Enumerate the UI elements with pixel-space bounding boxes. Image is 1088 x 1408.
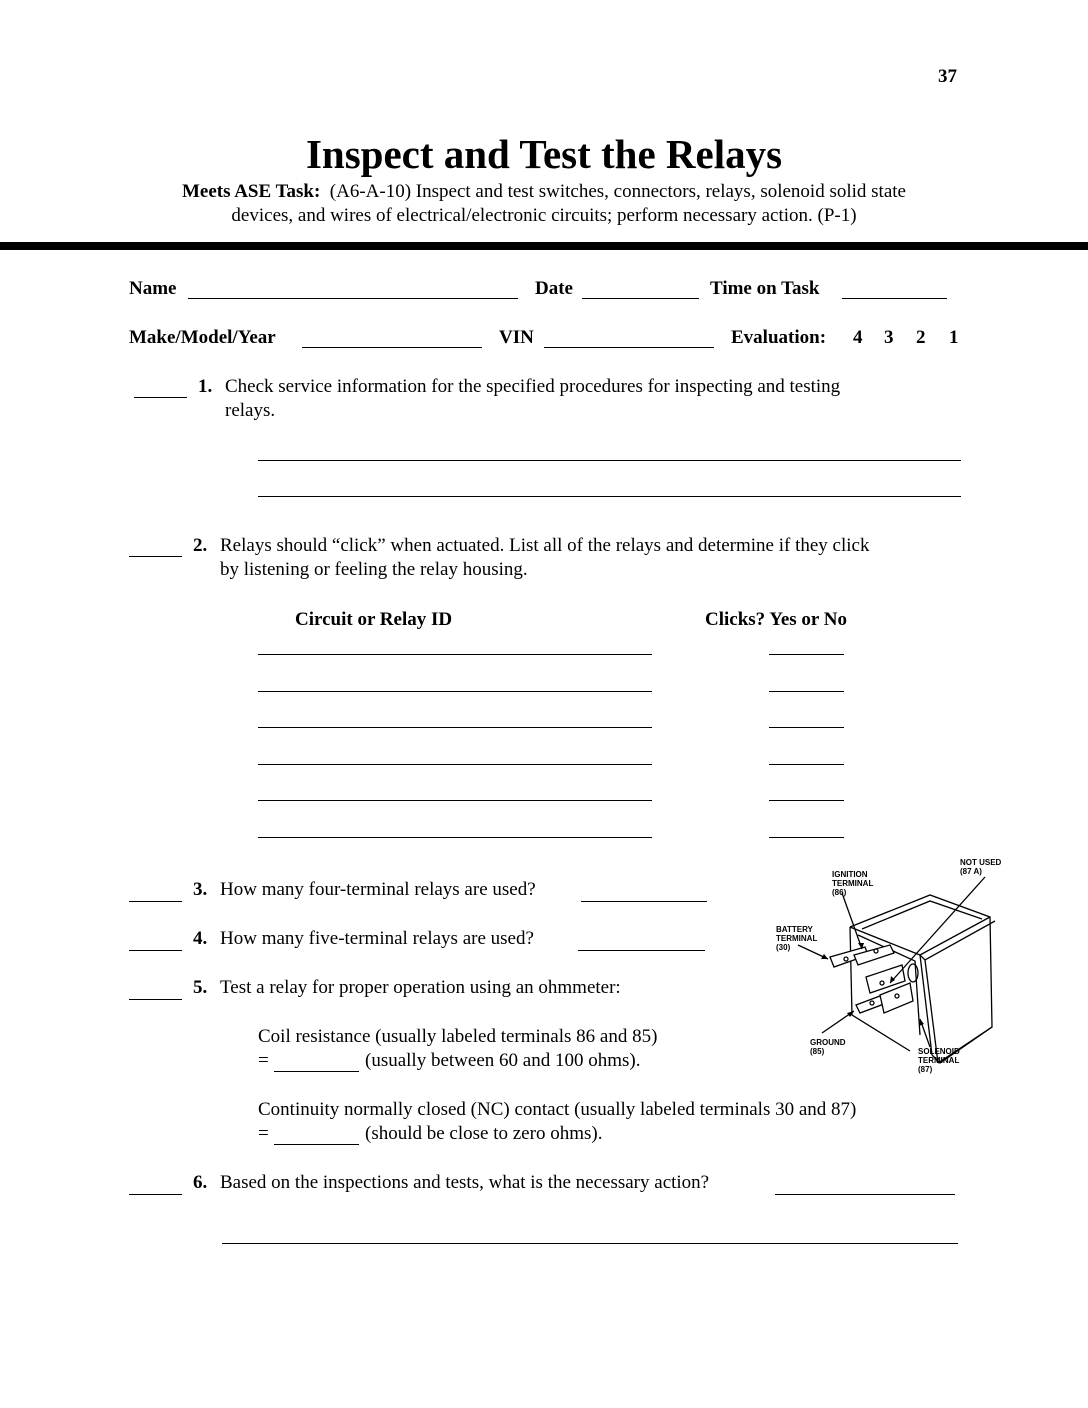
clicks-column-header: Clicks? Yes or No [705,609,847,630]
relay-id-field[interactable] [258,837,652,838]
label-battery-terminal [776,925,817,952]
label-not-used-line2: (87 A) [960,867,982,876]
relay-id-field[interactable] [258,691,652,692]
coil-resistance-field[interactable] [274,1071,359,1072]
item-1-answer-line-2[interactable] [258,496,961,497]
item-6-answer-line-2[interactable] [222,1243,958,1244]
item-2-line2: by listening or feeling the relay housing. [220,559,528,580]
name-field[interactable] [188,298,518,299]
relay-id-field[interactable] [258,654,652,655]
clicks-yes-no-field[interactable] [769,691,844,692]
label-ground-line2: (85) [810,1047,825,1056]
time-on-task-label: Time on Task [710,278,820,299]
label-battery-line3: (30) [776,943,791,952]
item-2-check-blank[interactable] [129,556,182,557]
label-battery-line2: TERMINAL [776,934,818,943]
label-not-used [960,858,1001,876]
relay-diagram [770,855,1020,1080]
item-6-check-blank[interactable] [129,1194,182,1195]
item-6-answer-field[interactable] [775,1194,955,1195]
page-title: Inspect and Test the Relays [305,131,783,177]
clicks-yes-no-field[interactable] [769,837,844,838]
item-5-text: Test a relay for proper operation using an ohmmeter: [220,977,621,998]
name-label: Name [129,278,177,299]
relay-illustration [770,855,1020,1080]
vin-field[interactable] [544,347,714,348]
label-ignition-line1: IGNITION [832,870,868,879]
continuity-line1: Continuity normally closed (NC) contact (usually labeled terminals 30 and 87) [258,1099,857,1120]
item-6-number: 6. [193,1172,208,1193]
evaluation-score-2[interactable]: 2 [916,327,926,348]
label-ignition-terminal [832,870,873,897]
item-5-number: 5. [193,977,208,998]
coil-resistance-equals: = [258,1050,269,1071]
clicks-yes-no-field[interactable] [769,800,844,801]
coil-resistance-line1: Coil resistance (usually labeled terminals 86 and 85) [258,1026,658,1047]
relay-id-column-header: Circuit or Relay ID [295,609,453,630]
item-2-line1: Relays should “click” when actuated. List all of the relays and determine if they click [220,535,870,556]
evaluation-score-3[interactable]: 3 [884,327,894,348]
evaluation-score-4[interactable]: 4 [853,327,863,348]
make-model-year-field[interactable] [302,347,482,348]
clicks-yes-no-field[interactable] [769,654,844,655]
ase-task-description [100,180,988,228]
label-solenoid-terminal [918,1047,960,1074]
continuity-equals: = [258,1123,269,1144]
clicks-yes-no-field[interactable] [769,727,844,728]
item-3-number: 3. [193,879,208,900]
label-ignition-line2: TERMINAL [832,879,874,888]
item-4-number: 4. [193,928,208,949]
label-solenoid-line2: TERMINAL [918,1056,960,1065]
item-3-check-blank[interactable] [129,901,182,902]
relay-id-field[interactable] [258,764,652,765]
vin-label: VIN [499,327,534,348]
continuity-hint: (should be close to zero ohms). [365,1123,603,1144]
clicks-yes-no-field[interactable] [769,764,844,765]
coil-resistance-hint: (usually between 60 and 100 ohms). [365,1050,641,1071]
time-on-task-field[interactable] [842,298,947,299]
item-2-number: 2. [193,535,208,556]
item-5-check-blank[interactable] [129,999,182,1000]
date-label: Date [535,278,573,299]
item-2-text [220,534,869,582]
item-1-check-blank[interactable] [134,397,187,398]
continuity-field[interactable] [274,1144,359,1145]
header-divider [0,242,1088,250]
label-solenoid-line3: (87) [918,1065,933,1074]
item-3-text: How many four-terminal relays are used? [220,879,536,900]
label-ground [810,1038,846,1056]
ase-task-line2: devices, and wires of electrical/electronic circuits; perform necessary action. (P-1) [231,205,857,226]
item-1-line2: relays. [225,400,276,421]
item-1-text [225,375,840,423]
item-4-answer-field[interactable] [578,950,705,951]
item-4-text: How many five-terminal relays are used? [220,928,534,949]
label-solenoid-line1: SOLENOID [918,1047,960,1056]
item-3-answer-field[interactable] [581,901,707,902]
item-1-answer-line-1[interactable] [258,460,961,461]
relay-id-field[interactable] [258,800,652,801]
evaluation-score-1[interactable]: 1 [949,327,959,348]
page-number: 37 [938,66,957,87]
item-6-text: Based on the inspections and tests, what is the necessary action? [220,1172,710,1193]
make-model-year-label: Make/Model/Year [129,327,276,348]
label-ignition-line3: (86) [832,888,847,897]
ase-task-line1: (A6-A-10) Inspect and test switches, connectors, relays, solenoid solid state [329,181,906,202]
label-not-used-line1: NOT USED [960,858,1002,867]
ase-task-label: Meets ASE Task: [181,181,321,202]
relay-id-field[interactable] [258,727,652,728]
date-field[interactable] [582,298,699,299]
item-1-number: 1. [198,376,213,397]
item-4-check-blank[interactable] [129,950,182,951]
label-ground-line1: GROUND [810,1038,846,1047]
evaluation-label: Evaluation: [731,327,827,348]
item-1-line1: Check service information for the specified procedures for inspecting and testing [225,376,841,397]
label-battery-line1: BATTERY [776,925,813,934]
